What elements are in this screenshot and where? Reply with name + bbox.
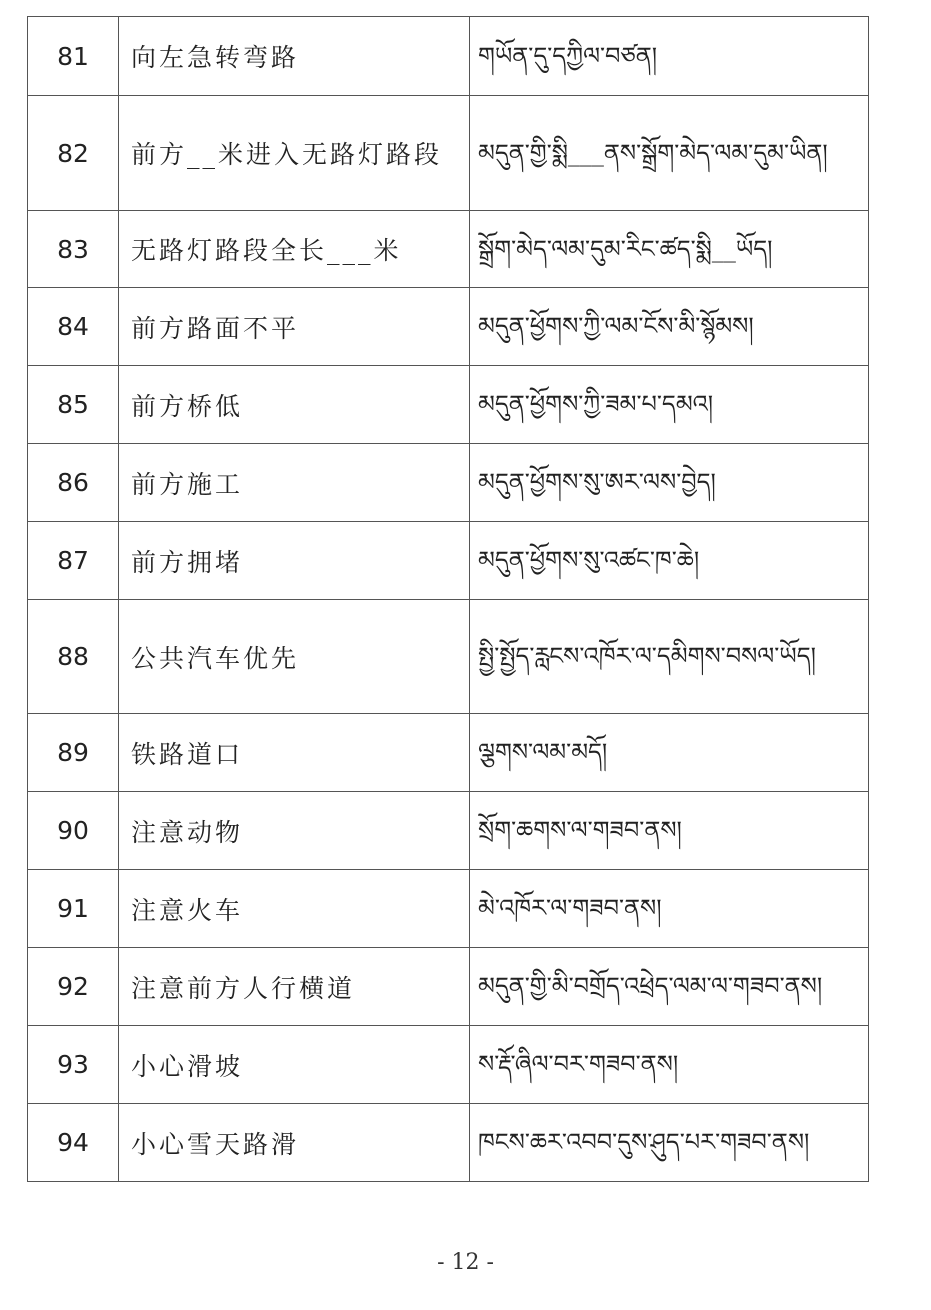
- chinese-text: 注意火车: [119, 870, 470, 948]
- table-row: [28, 211, 869, 288]
- row-number: 88: [28, 600, 119, 714]
- table-row: [28, 1026, 869, 1104]
- tibetan-text: མདུན་ཕྱོགས་ཀྱི་ཟམ་པ་དམའ།: [470, 366, 869, 444]
- table-row: [28, 288, 869, 366]
- table-row: [28, 948, 869, 1026]
- chinese-text: 前方桥低: [119, 366, 470, 444]
- row-number: 89: [28, 714, 119, 792]
- row-number: 86: [28, 444, 119, 522]
- tibetan-text: མདུན་གྱི་སྨི___ནས་སྒྲོག་མེད་ལམ་དུམ་ཡིན།: [470, 96, 869, 211]
- chinese-text: 小心雪天路滑: [119, 1104, 470, 1182]
- row-number: 83: [28, 211, 119, 288]
- page-number: - 12 -: [437, 1250, 494, 1275]
- chinese-text: 铁路道口: [119, 714, 470, 792]
- chinese-text: 注意前方人行横道: [119, 948, 470, 1026]
- tibetan-text: གཡོན་དུ་དཀྱིལ་བཙན།: [470, 17, 869, 96]
- table-row: [28, 792, 869, 870]
- tibetan-text: མདུན་ཕྱོགས་ཀྱི་ལམ་ངོས་མི་སྙོམས།: [470, 288, 869, 366]
- row-number: 90: [28, 792, 119, 870]
- sign-table: [27, 16, 869, 1182]
- row-number: 87: [28, 522, 119, 600]
- row-number: 93: [28, 1026, 119, 1104]
- chinese-text: 无路灯路段全长___米: [119, 211, 470, 288]
- tibetan-text: མེ་འཁོར་ལ་གཟབ་ནས།: [470, 870, 869, 948]
- chinese-text: 注意动物: [119, 792, 470, 870]
- tibetan-text: ཁངས་ཆར་འབབ་དུས་ཤུད་པར་གཟབ་ནས།: [470, 1104, 869, 1182]
- row-number: 94: [28, 1104, 119, 1182]
- tibetan-text: མདུན་ཕྱོགས་སུ་འཚང་ཁ་ཆེ།: [470, 522, 869, 600]
- row-number: 81: [28, 17, 119, 96]
- table-row: [28, 96, 869, 211]
- row-number: 92: [28, 948, 119, 1026]
- tibetan-text: ལྕགས་ལམ་མདོ།: [470, 714, 869, 792]
- table-row: [28, 600, 869, 714]
- table-row: [28, 870, 869, 948]
- tibetan-text: སྲོག་ཆགས་ལ་གཟབ་ནས།: [470, 792, 869, 870]
- table-row: [28, 366, 869, 444]
- row-number: 85: [28, 366, 119, 444]
- chinese-text: 前方施工: [119, 444, 470, 522]
- chinese-text: 向左急转弯路: [119, 17, 470, 96]
- row-number: 82: [28, 96, 119, 211]
- chinese-text: 前方拥堵: [119, 522, 470, 600]
- tibetan-text: མདུན་ཕྱོགས་སུ་ཨར་ལས་བྱེད།: [470, 444, 869, 522]
- chinese-text: 前方__米进入无路灯路段: [119, 96, 470, 211]
- chinese-text: 前方路面不平: [119, 288, 470, 366]
- table-row: [28, 17, 869, 96]
- table-row: [28, 714, 869, 792]
- tibetan-text: ས་རྡོ་ཞིལ་བར་གཟབ་ནས།: [470, 1026, 869, 1104]
- tibetan-text: མདུན་གྱི་མི་བགྲོད་འཕྲེད་ལམ་ལ་གཟབ་ནས།: [470, 948, 869, 1026]
- tibetan-text: སྤྱི་སྤྱོད་རླངས་འཁོར་ལ་དམིགས་བསལ་ཡོད།: [470, 600, 869, 714]
- table-row: [28, 522, 869, 600]
- table-row: [28, 444, 869, 522]
- row-number: 84: [28, 288, 119, 366]
- row-number: 91: [28, 870, 119, 948]
- table-row: [28, 1104, 869, 1182]
- chinese-text: 小心滑坡: [119, 1026, 470, 1104]
- chinese-text: 公共汽车优先: [119, 600, 470, 714]
- tibetan-text: སྒྲོག་མེད་ལམ་དུམ་རིང་ཚད་སྨི__ཡོད།: [470, 211, 869, 288]
